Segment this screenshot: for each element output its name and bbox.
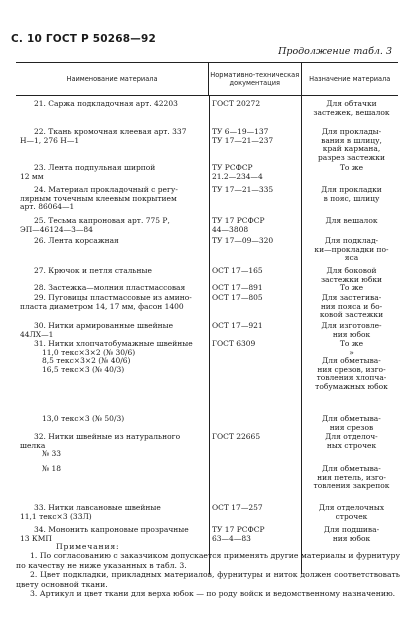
notes	[16, 542, 400, 598]
cell-line: арт. 86064—1	[20, 202, 75, 212]
cell-name	[20, 294, 205, 311]
cell-name	[20, 237, 205, 246]
cell-line: Для обтачки	[326, 99, 377, 108]
cell-doc	[212, 128, 300, 145]
note-item: 1. По согласованию с заказчиком допускается применять другие материалы и фурнитуру по качеству не ниже указанных в табл. 3.	[16, 551, 400, 570]
note-item: 2. Цвет подкладки, прикладных материалов, фурнитуры и ниток должен соответствовать цвету основной ткани.	[16, 570, 400, 589]
cell-line: 23. Лента подпульная ширпой	[34, 163, 156, 172]
cell-line: ОСТ 17—921	[212, 321, 263, 330]
cell-line: 44ЛХ—1	[20, 329, 54, 339]
cell-line: То же	[339, 339, 364, 348]
cell-doc	[212, 433, 300, 442]
cell-line: 44—3808	[212, 224, 249, 234]
cell-line: Для обметыва-	[322, 356, 381, 366]
cell-line: 34. Мононить капроновые прозрачные	[34, 525, 189, 534]
cell-purpose	[305, 340, 398, 392]
cell-purpose	[305, 284, 398, 293]
materials-table	[16, 62, 398, 574]
notes-title: Примечания:	[56, 542, 120, 551]
cell-name	[20, 526, 205, 543]
cell-line: вания в шлицу,	[321, 135, 382, 145]
cell-purpose	[305, 504, 398, 521]
cell-line: 28. Застежка—молния пластмассовая	[34, 283, 186, 292]
cell-line: Н—1, 276 Н—1	[20, 135, 80, 145]
cell-line: 13 КМП	[20, 533, 52, 543]
cell-name	[20, 284, 205, 293]
cell-line: ОСТ 17—257	[212, 503, 263, 512]
cell-line: ния срезов, изго-	[317, 364, 386, 374]
cell-purpose	[305, 433, 398, 450]
table-header	[16, 62, 398, 96]
cell-line: ТУ 17—09—320	[212, 236, 274, 245]
cell-line: ГОСТ 20272	[212, 99, 261, 108]
cell-line: товления закрепок	[313, 481, 390, 491]
column-divider	[301, 96, 302, 574]
cell-line: Для проклады-	[321, 127, 382, 136]
cell-line: застежки юбки	[320, 274, 383, 284]
cell-line: 27. Крючок и петля стальные	[34, 266, 152, 275]
cell-purpose	[305, 465, 398, 491]
cell-purpose	[305, 267, 398, 284]
cell-line: ки—прокладки по-	[314, 244, 389, 254]
cell-line: 24. Материал прокладочный с регу-	[34, 185, 178, 194]
cell-doc	[212, 267, 300, 276]
column-header-documentation: Нормативно-техническая документация	[208, 63, 301, 95]
cell-line: 12 мм	[20, 171, 44, 181]
cell-line: 63—4—83	[212, 533, 251, 543]
cell-line: ТУ 6—19—137	[212, 127, 269, 136]
cell-doc	[212, 294, 300, 303]
cell-doc	[212, 504, 300, 513]
cell-line: шелка	[20, 440, 46, 450]
cell-purpose	[305, 100, 398, 117]
cell-line: № 33	[42, 449, 62, 459]
cell-line: пласта диаметром 14, 17 мм, фасон 1400	[20, 301, 184, 311]
cell-line: № 18	[42, 464, 62, 473]
cell-line: строчек	[335, 511, 368, 521]
cell-doc	[212, 284, 300, 293]
cell-purpose	[305, 164, 398, 173]
cell-doc	[212, 186, 300, 195]
cell-line: 30. Нитки армированные швейные	[34, 321, 174, 330]
cell-line: ковой застежки	[319, 310, 384, 320]
cell-purpose	[305, 186, 398, 203]
cell-name	[20, 100, 205, 109]
cell-line: ния петель, изго-	[317, 472, 386, 482]
cell-purpose	[305, 217, 398, 226]
cell-purpose	[305, 415, 398, 432]
cell-name	[20, 217, 205, 234]
cell-line: ния юбок	[332, 329, 371, 339]
cell-name	[20, 504, 205, 521]
cell-doc	[212, 340, 300, 349]
cell-line: 21.2—234—4	[212, 171, 263, 181]
cell-line: край кармана,	[322, 144, 381, 154]
cell-doc	[212, 237, 300, 246]
cell-line: ния пояса и бо-	[320, 301, 383, 311]
cell-line: Для обметыва-	[322, 414, 381, 423]
cell-line: ния юбок	[332, 533, 371, 543]
table-continuation-label: Продолжение табл. 3	[278, 46, 392, 57]
cell-line: застежек, вешалок	[313, 107, 390, 117]
cell-purpose	[305, 526, 398, 543]
cell-line: 11,0 текс×3×2 (№ 30/6)	[42, 347, 136, 357]
cell-line: Для отделочных	[318, 503, 385, 512]
cell-name	[20, 465, 205, 474]
cell-line: 32. Нитки швейные из натурального	[34, 432, 181, 441]
cell-line: лярным точечным клеевым покрытием	[20, 193, 177, 203]
cell-purpose	[305, 237, 398, 263]
cell-line: 11,1 текс×3 (33Л)	[20, 511, 92, 521]
cell-name	[20, 186, 205, 212]
cell-doc	[212, 164, 300, 181]
cell-line: 16,5 текс×3 (№ 40/3)	[42, 364, 125, 374]
cell-line: Для подшива-	[323, 525, 380, 534]
cell-line: яса	[344, 253, 359, 263]
cell-line: товления хлопча-	[316, 373, 387, 383]
column-header-purpose: Назначение материала	[301, 63, 398, 95]
cell-line: Для боковой	[326, 266, 377, 275]
cell-line: То же	[339, 283, 364, 292]
cell-line: Для подклад-	[324, 236, 379, 245]
cell-purpose	[305, 128, 398, 162]
cell-line: 33. Нитки лавсановые швейные	[34, 503, 161, 512]
cell-line: 13,0 текс×3 (№ 50/3)	[42, 414, 125, 423]
cell-line: »	[349, 347, 354, 357]
cell-name	[20, 128, 205, 145]
cell-line: ЭП—46124—3—84	[20, 224, 93, 234]
cell-line: Для обметыва-	[322, 464, 381, 473]
cell-line: ОСТ 17—805	[212, 293, 263, 302]
cell-name	[20, 267, 205, 276]
cell-line: 26. Лента корсажная	[34, 236, 119, 245]
cell-doc	[212, 100, 300, 109]
cell-name	[20, 415, 205, 424]
column-header-material: Наименование материала	[66, 75, 158, 83]
cell-line: 25. Тесьма капроновая арт. 775 Р,	[34, 216, 170, 225]
cell-line: тобумажных юбок	[315, 381, 388, 391]
cell-line: ГОСТ 22665	[212, 432, 261, 441]
cell-line: в пояс, шлицу	[323, 193, 380, 203]
cell-line: 31. Нитки хлопчатобумажные швейные	[34, 339, 193, 348]
cell-line: ОСТ 17—165	[212, 266, 263, 275]
cell-line: ТУ РСФСР	[212, 163, 253, 172]
cell-name	[20, 433, 205, 459]
cell-doc	[212, 526, 300, 543]
note-item: 3. Артикул и цвет ткани для верха юбок — по роду войск и ведомственному назначению.	[30, 589, 396, 599]
cell-purpose	[305, 322, 398, 339]
cell-line: разрез застежки	[317, 152, 385, 162]
cell-line: ТУ 17—21—237	[212, 135, 274, 145]
cell-line: ных строчек	[326, 440, 377, 450]
cell-line: Для вешалок	[325, 216, 378, 225]
cell-name	[20, 164, 205, 181]
cell-doc	[212, 322, 300, 331]
cell-line: ТУ 17 РСФСР	[212, 525, 265, 534]
cell-line: 22. Ткань кромочная клеевая арт. 337	[34, 127, 187, 136]
cell-line: Для прокладки	[321, 185, 382, 194]
cell-name	[20, 322, 205, 339]
cell-line: Для застегива-	[321, 293, 382, 302]
cell-line: То же	[339, 163, 364, 172]
cell-line: ГОСТ 6309	[212, 339, 256, 348]
column-divider	[209, 96, 210, 574]
cell-line: ТУ 17 РСФСР	[212, 216, 265, 225]
cell-line: 8,5 текс×3×2 (№ 40/6)	[42, 356, 131, 366]
cell-line: 29. Пуговицы пластмассовые из амино-	[34, 293, 192, 302]
cell-line: ния срезов	[329, 422, 374, 432]
cell-purpose	[305, 294, 398, 320]
cell-line: 21. Саржа подкладочная арт. 42203	[34, 99, 178, 108]
page-header: С. 10 ГОСТ Р 50268—92	[11, 33, 156, 45]
cell-line: Для изготовле-	[321, 321, 382, 330]
cell-doc	[212, 217, 300, 234]
cell-name	[20, 340, 205, 374]
cell-line: ОСТ 17—891	[212, 283, 263, 292]
table-body	[16, 96, 398, 574]
cell-line: ТУ 17—21—335	[212, 185, 274, 194]
cell-line: Для отделоч-	[325, 432, 378, 441]
